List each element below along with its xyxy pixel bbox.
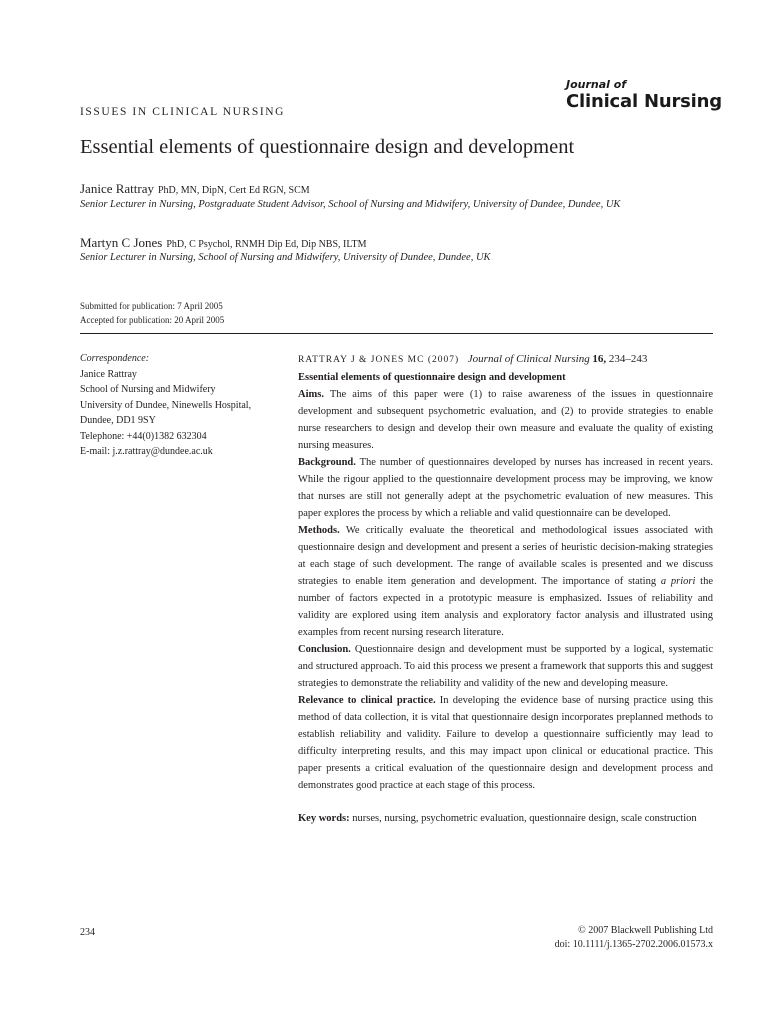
abstract-methods [298,522,713,641]
background-text: The number of questionnaires developed by nurses has increased in recent years. While the rigour applied to the questionnaire development process may be improving, we know that nurses are still not generally adept at the psychometric evaluation of new measures. This paper explores the process by which a reliable and valid questionnaire can be developed. [298,457,713,519]
keywords-text: nurses, nursing, psychometric evaluation, questionnaire design, scale construction [349,813,697,824]
paper-title: Essential elements of questionnaire design and development [80,136,575,158]
author-1-quals: PhD, MN, DipN, Cert Ed RGN, SCM [158,185,310,196]
footer-publisher [555,924,713,952]
background-label: Background. [298,457,356,468]
header-rule [80,333,713,334]
correspondence-line: Dundee, DD1 9SY [80,415,156,426]
author-1-affiliation: Senior Lecturer in Nursing, Postgraduate Student Advisor, School of Nursing and Midwifery, University of Dundee, Dundee, UK [80,199,621,210]
methods-text-1: We critically evaluate the theoretical and methodological issues associated with questionnaire design and development and present a series of heuristic decision-making strategies at each stage of such development. The range of available scales is presented and we discuss strategies to enable item generation and development. The importance of stating [298,525,713,587]
correspondence-line: Janice Rattray [80,368,137,380]
citation-volume: 16, [592,353,607,365]
abstract-aims [298,386,713,454]
journal-logo-line1: Journal of [566,78,627,91]
citation-title: Essential elements of questionnaire design and development [298,372,566,383]
journal-logo-line2: Clinical Nursing [566,91,722,112]
spacer [298,794,713,810]
abstract-keywords [298,810,713,827]
abstract-conclusion [298,641,713,692]
conclusion-text: Questionnaire design and development must be supported by a logical, systematic and structured approach. To aid this process we present a framework that supports this and suggest strategies to demonstrate the reliability and validity of the new and developing measure. [298,644,713,689]
relevance-text: In developing the evidence base of nursing practice using this method of data collection, it is vital that questionnaire design incorporates preplanned methods to establish reliability and validity. Failure to develop a questionnaire sufficiently may lead to difficulty interpreting results, and this may impact upon clinical or educational practice. This paper presents a critical evaluation of the questionnaire design and development process and demonstrates good practice at each stage of this process. [298,695,714,791]
author-2-quals: PhD, C Psychol, RNMH Dip Ed, Dip NBS, ILTM [166,239,367,250]
author-2-name: Martyn C Jones [80,235,163,250]
relevance-label: Relevance to clinical practice. [298,695,436,706]
correspondence-email[interactable]: E-mail: j.z.rattray@dundee.ac.uk [80,446,213,457]
aims-label: Aims. [298,389,324,400]
citation-pages: 234–243 [606,353,648,365]
correspondence-block [80,351,290,460]
page-number: 234 [80,927,95,938]
correspondence-line: Telephone: +44(0)1382 632304 [80,430,207,442]
correspondence-label: Correspondence: [80,353,150,364]
methods-label: Methods. [298,525,340,536]
citation-authors: RATTRAY J & JONES MC (2007) [298,355,460,365]
accepted-date: Accepted for publication: 20 April 2005 [80,315,225,325]
conclusion-label: Conclusion. [298,644,351,655]
abstract-relevance [298,692,713,794]
copyright: © 2007 Blackwell Publishing Ltd [578,925,713,936]
methods-italic: a priori [660,576,696,587]
correspondence-line: School of Nursing and Midwifery [80,384,216,395]
author-2-affiliation: Senior Lecturer in Nursing, School of Nursing and Midwifery, University of Dundee, Dundee, UK [80,252,491,263]
doi[interactable]: doi: 10.1111/j.1365-2702.2006.01573.x [554,939,713,950]
keywords-label: Key words: [298,813,350,824]
submitted-date: Submitted for publication: 7 April 2005 [80,301,223,311]
author-1-name: Janice Rattray [80,181,154,196]
aims-text: The aims of this paper were (1) to raise awareness of the issues in questionnaire development and subsequent psychometric evaluation, and (2) to provide strategies to enable nurse researchers to design and develop their own measure and evaluate the quality of existing nursing measures. [298,389,713,451]
citation-line [298,351,713,369]
abstract-background [298,454,713,522]
section-heading: ISSUES IN CLINICAL NURSING [80,106,286,118]
abstract [298,351,713,827]
correspondence-line: University of Dundee, Ninewells Hospital, [80,399,252,411]
author-2 [80,234,367,252]
author-1 [80,180,310,198]
citation-journal: Journal of Clinical Nursing [467,353,590,365]
methods-text-2: the number of factors expected in a prototypic measure is emphasized. Issues of reliability and validity are explored using item analysis and exploratory factor analysis and illustrated using examples from recent nursing research literature. [298,576,714,638]
